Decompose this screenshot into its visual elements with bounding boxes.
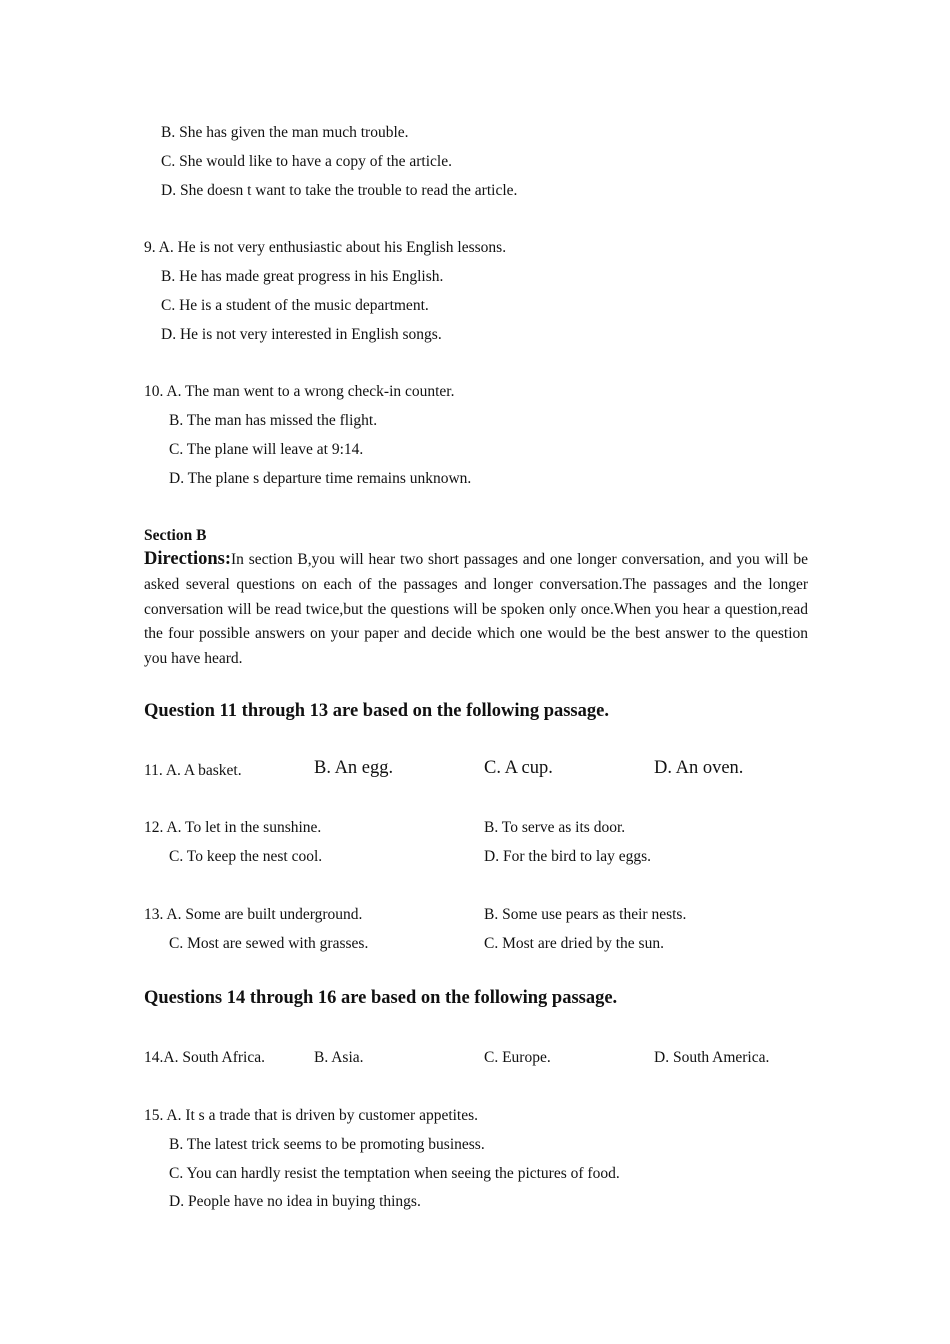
q8-option-b: B. She has given the man much trouble. [161,124,409,141]
q13-option-d: C. Most are dried by the sun. [484,935,664,952]
q9-option-a: 9. A. He is not very enthusiastic about his English lessons. [144,239,507,256]
q14-option-d: D. South America. [654,1049,770,1066]
section-b-title: Section B [144,527,207,544]
q11-option-d: D. An oven. [654,758,744,778]
q8-option-c: C. She would like to have a copy of the article. [161,153,452,170]
q14-option-a: 14.A. South Africa. [144,1049,265,1066]
q15-option-b: B. The latest trick seems to be promoting business. [169,1136,485,1153]
q14-option-b: B. Asia. [314,1049,364,1066]
passage1-heading: Question 11 through 13 are based on the following passage. [144,701,609,721]
q9-option-c: C. He is a student of the music department. [161,297,429,314]
section-b-directions [144,547,808,672]
q13-option-c: C. Most are sewed with grasses. [169,935,369,952]
q11-option-c: C. A cup. [484,758,553,778]
q11-option-b: B. An egg. [314,758,394,778]
q13-option-b: B. Some use pears as their nests. [484,906,687,923]
q10-option-b: B. The man has missed the flight. [169,412,378,429]
q15-option-d: D. People have no idea in buying things. [169,1193,421,1210]
directions-label: Directions: [144,549,231,569]
q9-option-d: D. He is not very interested in English songs. [161,326,442,343]
q9-option-b: B. He has made great progress in his English. [161,268,444,285]
passage2-heading: Questions 14 through 16 are based on the following passage. [144,988,618,1008]
q10-option-c: C. The plane will leave at 9:14. [169,441,364,458]
q8-option-d: D. She doesn t want to take the trouble to read the article. [161,182,518,199]
q11-option-a: 11. A. A basket. [144,762,242,779]
q12-option-c: C. To keep the nest cool. [169,848,323,865]
q13-option-a: 13. A. Some are built underground. [144,906,363,923]
q12-option-d: D. For the bird to lay eggs. [484,848,652,865]
q12-option-b: B. To serve as its door. [484,819,626,836]
directions-text: In section B,you will hear two short passages and one longer conversation, and you will be asked several questions on each of the passages and longer conversation.The passages and the longer conversation will be read twice,but the questions will be spoken only once.When you hear a question,read the four possible answers on your paper and decide which one would be the best answer to the question you have heard. [144,551,808,668]
q10-option-a: 10. A. The man went to a wrong check-in counter. [144,383,455,400]
q15-option-c: C. You can hardly resist the temptation when seeing the pictures of food. [169,1165,620,1182]
q14-option-c: C. Europe. [484,1049,551,1066]
q15-option-a: 15. A. It s a trade that is driven by customer appetites. [144,1107,479,1124]
q12-option-a: 12. A. To let in the sunshine. [144,819,322,836]
q10-option-d: D. The plane s departure time remains unknown. [169,470,472,487]
